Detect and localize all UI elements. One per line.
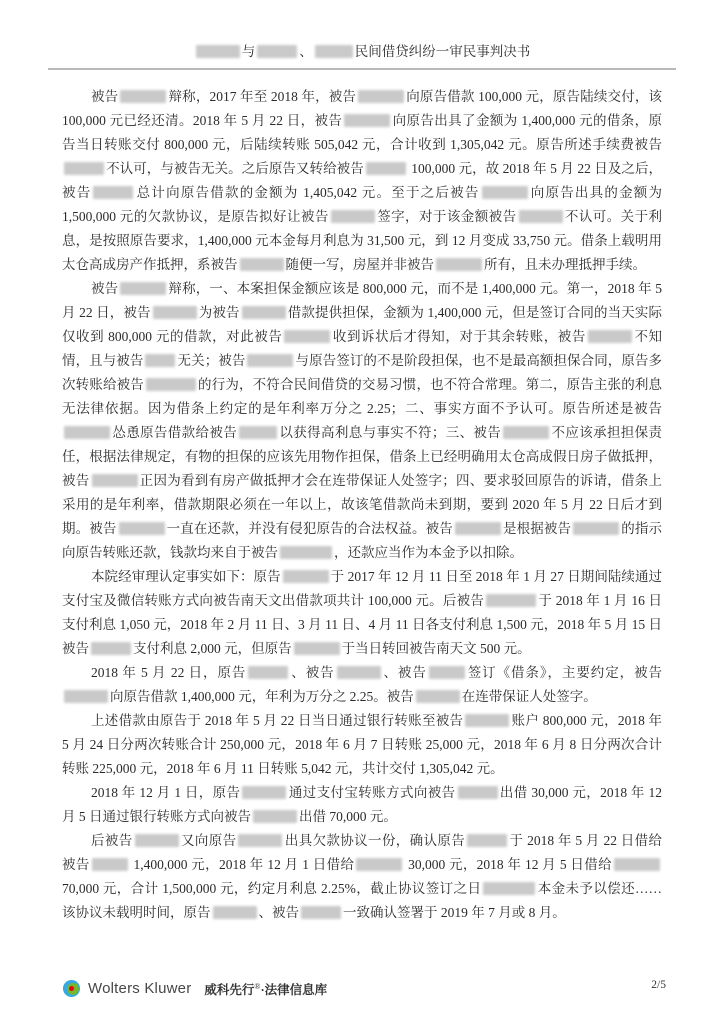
redaction-blur [294, 642, 340, 655]
redaction-blur [92, 858, 128, 871]
redaction-blur [257, 45, 297, 58]
redaction-blur [196, 45, 240, 58]
redaction-blur [483, 882, 535, 895]
redaction-blur [242, 786, 286, 799]
paragraph: 被告 辩称，一、本案担保金额应该是 800,000 元，而不是 1,400,000 元。第一，2018 年 5 月 22 日，被告 为被告 借款提供担保，金额为 1,400,000 元，但是签订合同的当天实际仅收到 800,000 元的借款，对此被告 收到诉状后才得知，对于其余转账，被告 不知情，且与被告 无关；被告 与原告签订的不是阶段担保，也不是最高额担保合同，原告多次转账给被告 的行为，不符合民间借贷的交易习惯，也不符合常理。第二，原告主张的利息无法律依据。因为借条上约定的是年利率万分之 2.25；二、事实方面不予认可。原告所述是被告怂恿原告借款给被告 以获得高利息与事实不符；三、被告 不应该承担担保责任，根据法律规定，有物的担保的应该先用物作担保，借条上已经明确用太仓高成假日房子做抵押，被告 正因为看到有房产做抵押才会在连带保证人处签字；四、要求驳回原告的诉请，借条上采用的是年利率，借款期限必须在一年以上，故该笔借款尚未到期，要到 2020 年 5 月 22 日后才到期。被告 一直在还款，并没有侵犯原告的合法权益。被告 是根据被告 的指示向原告转账还款，钱款均来自于被告 ，还款应当作为本金予以扣除。 [62, 281, 663, 560]
redaction-blur [93, 186, 133, 199]
product-name-cn: 威科先行 [204, 982, 255, 997]
redaction-blur [482, 186, 528, 199]
paragraph: 后被告 又向原告 出具欠款协议一份，确认原告 于 2018 年 5 月 22 日借给被告 1,400,000 元，2018 年 12 月 1 日借给 30,000 元，2018 年 12 月 5 日借给 70,000 元，合计 1,500,000 元，约定月利息 2.25%，截止协议签订之日 本金未予以偿还……该协议未载明时间，原告 、被告 一致确认签署于 2019 年 7 月或 8 月。 [62, 833, 663, 920]
redaction-blur [213, 906, 257, 919]
page-number: 2/5 [651, 979, 666, 991]
redaction-blur [284, 330, 330, 343]
paragraph: 被告 辩称，2017 年至 2018 年，被告 向原告借款 100,000 元，原告陆续交付，该 100,000 元已经还清。2018 年 5 月 22 日，被告 向原告出具了金额为 1,400,000 元的借条，原告当日转账交付 800,000 元，后陆续转账 505,042 元，合计收到 1,305,042 元。原告所述手续费被告不认可，与被告无关。之后原告又转给被告 100,000 元，故 2018 年 5 月 22 日及之后，被告 总计向原告借款的金额为 1,405,042 元。至于之后被告 向原告出具的金额为 1,500,000 元的欠款协议，是原告拟好让被告 签字，对于该金额被告 不认可。关于利息，是按照原告要求，1,400,000 元本金每月利息为 31,500 元，到 12 月变成 33,750 元。借条上载明用太仓高成房产作抵押，系被告 随便一写，房屋并非被告 所有，且未办理抵押手续。 [62, 89, 663, 272]
redaction-blur [344, 114, 390, 127]
redaction-blur [358, 90, 404, 103]
paragraph: 2018 年 12 月 1 日，原告 通过支付宝转账方式向被告 出借 30,000 元，2018 年 12 月 5 日通过银行转账方式向被告 出借 70,000 元。 [62, 785, 663, 824]
redaction-blur [64, 162, 104, 175]
document-title: 与 、 民间借贷纠纷一审民事判决书 [48, 42, 676, 62]
brand-wordmark: Wolters Kluwer [88, 980, 192, 997]
redaction-blur [503, 426, 549, 439]
redaction-blur [91, 642, 131, 655]
redaction-blur [519, 210, 563, 223]
redaction-blur [366, 162, 406, 175]
redaction-blur [614, 858, 660, 871]
redaction-blur [436, 258, 482, 271]
redaction-blur [238, 834, 282, 847]
redaction-blur [465, 714, 509, 727]
redaction-blur [253, 810, 297, 823]
redaction-blur [240, 258, 284, 271]
redaction-blur [92, 474, 138, 487]
redaction-blur [331, 210, 375, 223]
redaction-blur [301, 906, 341, 919]
redaction-blur [356, 858, 402, 871]
redaction-blur [119, 522, 165, 535]
brand-group [62, 979, 327, 998]
redaction-blur [429, 666, 465, 679]
redaction-blur [120, 90, 166, 103]
redaction-blur [64, 690, 108, 703]
product-name [204, 980, 327, 998]
redaction-blur [455, 522, 501, 535]
header-divider [48, 68, 676, 70]
paragraph: 2018 年 5 月 22 日，原告 、被告 、被告 签订《借条》，主要约定，被告向原告借款 1,400,000 元，年利为万分之 2.25。被告 在连带保证人处签字。 [62, 661, 662, 709]
redaction-blur [280, 546, 332, 559]
registered-mark: ® [254, 981, 261, 991]
paragraph: 本院经审理认定事实如下：原告 于 2017 年 12 月 11 日至 2018 年 1 月 27 日期间陆续通过支付宝及微信转账方式向被告南天文出借款项共计 100,000 元。后被告 于 2018 年 1 月 16 日支付利息 1,050 元，2018 年 2 月 11 日、3 月 11 日、4 月 11 日各支付利息 1,500 元，2018 年 5 月 15 日被告 支付利息 2,000 元，但原告 于当日转回被告南天文 500 元。 [62, 569, 663, 656]
product-suffix: ·法律信息库 [260, 982, 328, 997]
redaction-blur [573, 522, 619, 535]
redaction-blur [145, 354, 175, 367]
redaction-blur [283, 570, 329, 583]
redaction-blur [458, 786, 498, 799]
document-footer [62, 979, 666, 998]
document-body [62, 85, 662, 925]
redaction-blur [242, 306, 286, 319]
redaction-blur [248, 666, 288, 679]
redaction-blur [64, 426, 110, 439]
wolters-kluwer-logo-icon [62, 979, 81, 998]
paragraph: 上述借款由原告于 2018 年 5 月 22 日当日通过银行转账至被告 账户 800,000 元，2018 年 5 月 24 日分两次转账合计 250,000 元，2018 年 6 月 7 日转账 25,000 元，2018 年 6 月 8 日分两次合计转账 225,000 元，2018 年 6 月 11 日转账 5,042 元，共计交付 1,305,042 元。 [62, 713, 662, 776]
redaction-blur [416, 690, 460, 703]
redaction-blur [120, 282, 166, 295]
redaction-blur [135, 834, 179, 847]
redaction-blur [315, 45, 353, 58]
redaction-blur [146, 378, 196, 391]
redaction-blur [239, 426, 277, 439]
redaction-blur [247, 354, 293, 367]
redaction-blur [486, 594, 536, 607]
redaction-blur [588, 330, 632, 343]
redaction-blur [153, 306, 197, 319]
redaction-blur [467, 834, 507, 847]
document-header [48, 42, 676, 62]
redaction-blur [337, 666, 381, 679]
